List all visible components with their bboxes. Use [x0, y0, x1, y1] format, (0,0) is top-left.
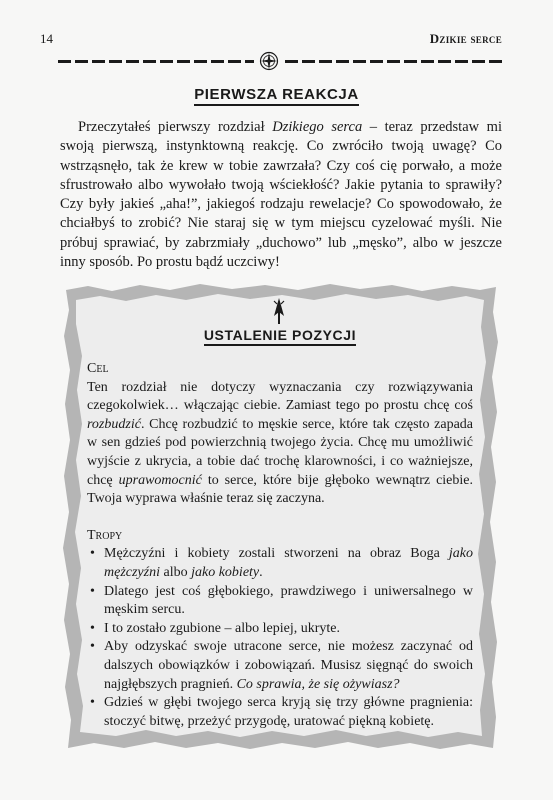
page-header — [40, 31, 502, 49]
emphasis-text: rozbudzić — [87, 416, 141, 432]
clues-list — [87, 545, 473, 731]
text-run: I to zostało zgubione – albo lepiej, ukryte. — [104, 620, 340, 636]
page-number: 14 — [40, 31, 53, 46]
text-run: . — [259, 564, 263, 580]
compass-rose-icon — [258, 51, 280, 71]
running-title: Dzikie serce — [429, 31, 502, 46]
text-run: Gdzieś w głębi twojego serca kryją się trzy główne pragnienia: stoczyć bitwę, przeżyć przygodę, uratować piękną kobietę. — [104, 695, 473, 729]
goal-text — [87, 379, 473, 509]
panel-body — [87, 360, 473, 731]
clue-item — [87, 583, 473, 620]
emphasis-text: jako kobiety — [191, 564, 260, 580]
text-run: Aby odzyskać swoje utracone serce, nie możesz zaczynać od dalszych obowiązków i zobowiązań. Musisz sięgnąć do swoich najgłębszych pragnień. — [104, 639, 473, 692]
text-run: Ten rozdział nie dotyczy wyznaczania czy rozwiązywania czegokolwiek… włączając ciebie. Zamiast tego po prostu chcę coś — [87, 379, 473, 414]
clues-heading: Tropy — [87, 527, 123, 543]
clue-item — [87, 694, 473, 731]
section-title: PIERWSZA REAKCJA — [0, 86, 553, 103]
text-run: Przeczytałeś pierwszy rozdział — [78, 119, 273, 135]
dashed-rule-right — [285, 60, 503, 63]
text-run: Dlatego jest coś głębokiego, prawdziwego i uniwersalnego w męskim sercu. — [104, 583, 473, 618]
emphasis-text: Co sprawia, że się ożywiasz? — [236, 676, 400, 692]
header-ornament-rule — [58, 51, 503, 71]
intro-paragraph — [60, 118, 502, 272]
clue-item — [87, 620, 473, 639]
exercise-panel — [60, 282, 500, 752]
text-run: – teraz przedstaw mi swoją pierwszą, instynktowną reakcję. Co zwróciło twoją uwagę? Co wstrząsnęło, tak że krew w tobie zawrzała? Czy coś cię porwało, a może sfrustrowało albo wywołało twoją wściekłość? Jakie pytania to sprawiły? Czy były jakieś „aha!”, jakiegoś rodzaju rewelacje? Co spowodowało, że chciałbyś to zrobić? Nie staraj się w tym miejscu cyzelować myśli. Nie próbuj sprawiać, by zabrzmiały „duchowo” lub „męsko”, albo w jeszcze inny sposób. Po prostu bądź uczciwy! — [60, 119, 502, 271]
emphasis-text: Dzikiego serca — [272, 119, 363, 135]
text-run: albo — [160, 564, 192, 580]
panel-title: USTALENIE POZYCJI — [60, 327, 500, 343]
text-run: Mężczyźni i kobiety zostali stworzeni na obraz Boga — [104, 546, 449, 562]
emphasis-text: uprawomocnić — [118, 472, 202, 488]
goal-heading: Cel — [87, 361, 109, 376]
arrowhead-icon — [268, 296, 290, 326]
intro-text — [60, 118, 502, 272]
text-run: to serce, które bije głęboko wewnątrz ciebie. Twoja wyprawa właśnie teraz się zaczyna. — [87, 472, 473, 507]
clue-item — [87, 545, 473, 582]
text-run: . Chcę rozbudzić to męskie serce, które tak często zapada w sen gdzieś pod powierzchnią twojego życia. Chcę mu umożliwić wyjście z ukrycia, a tobie dać trochę klarowności, i co ważniejsze, chcę — [87, 416, 473, 488]
clue-item — [87, 638, 473, 694]
dashed-rule-left — [58, 60, 254, 63]
emphasis-text: jako mężczyźni — [104, 546, 473, 580]
